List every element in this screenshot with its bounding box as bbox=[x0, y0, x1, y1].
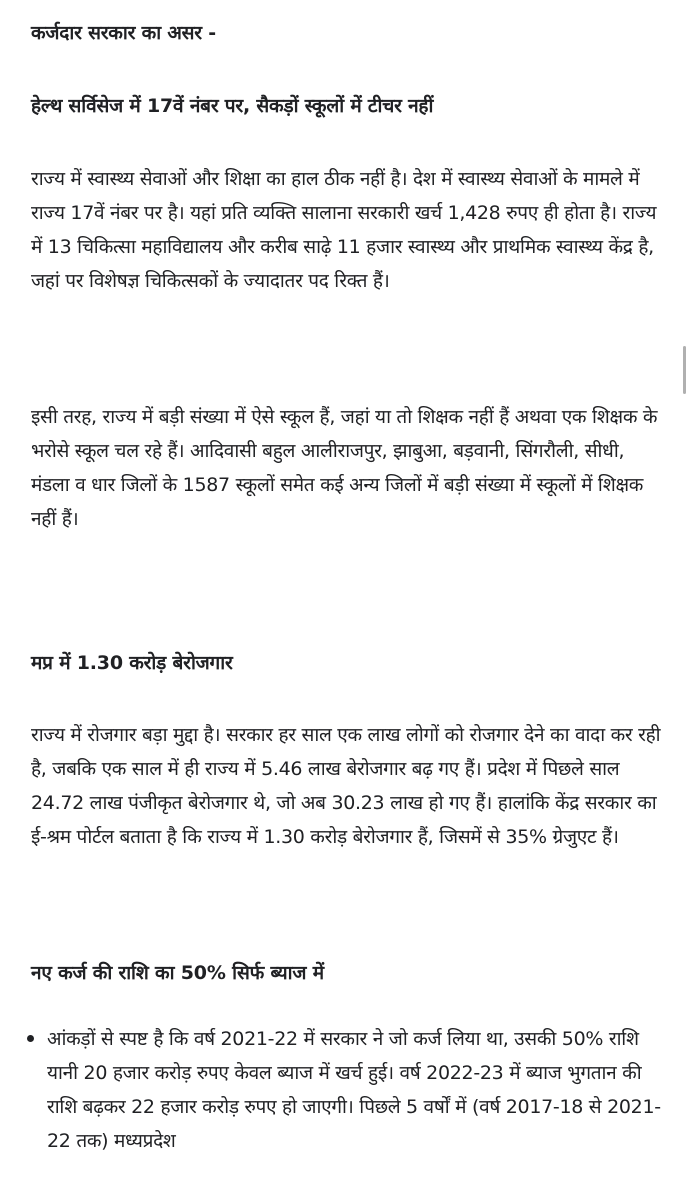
paragraph-health: राज्य में स्वास्थ्य सेवाओं और शिक्षा का हाल ठीक नहीं है। देश में स्वास्थ्य सेवाओं के मामले में राज्य 17वें नंबर पर है। यहां प्रति व्यक्ति सालाना सरकारी खर्च 1,428 रुपए ही होता है। राज्य में 13 चिकित्सा महाविद्यालय और करीब साढ़े 11 हजार स्वास्थ्य और प्राथमिक स्वास्थ्य केंद्र है, जहां पर विशेषज्ञ चिकित्सकों के ज्यादातर पद रिक्त हैं। bbox=[31, 168, 657, 292]
section-heading-unemployment: मप्र में 1.30 करोड़ बेरोजगार bbox=[31, 652, 233, 674]
bullet-icon bbox=[27, 1035, 34, 1042]
paragraph-schools: इसी तरह, राज्य में बड़ी संख्या में ऐसे स्कूल हैं, जहां या तो शिक्षक नहीं हैं अथवा एक शिक्षक के भरोसे स्कूल चल रहे हैं। आदिवासी बहुल आलीराजपुर, झाबुआ, बड़वानी, सिंगरौली, सीधी, मंडला व धार जिलों के 1587 स्कूलों समेत कई अन्य जिलों में बड़ी संख्या में स्कूलों में शिक्षक नहीं हैं। bbox=[31, 406, 658, 530]
bullet-text: आंकड़ों से स्पष्ट है कि वर्ष 2021-22 में सरकार ने जो कर्ज लिया था, उसकी 50% राशि यानी 20 हजार करोड़ रुपए केवल ब्याज में खर्च हुई। वर्ष 2022-23 में ब्याज भुगतान की राशि बढ़कर 22 हजार करोड़ रुपए हो जाएगी। पिछले 5 वर्षों में (वर्ष 2017-18 से 2021-22 तक) मध्यप्रदेश bbox=[47, 1028, 661, 1152]
section-heading-interest: नए कर्ज की राशि का 50% सिर्फ ब्याज में bbox=[31, 962, 324, 984]
article-title: कर्जदार सरकार का असर - bbox=[31, 22, 216, 44]
paragraph-unemployment: राज्य में रोजगार बड़ा मुद्दा है। सरकार हर साल एक लाख लोगों को रोजगार देने का वादा कर रही है, जबकि एक साल में ही राज्य में 5.46 लाख बेरोजगार बढ़ गए हैं। प्रदेश में पिछले साल 24.72 लाख पंजीकृत बेरोजगार थे, जो अब 30.23 लाख हो गए हैं। हालांकि केंद्र सरकार का ई-श्रम पोर्टल बताता है कि राज्य में 1.30 करोड़ बेरोजगार हैं, जिसमें से 35% ग्रेजुएट हैं। bbox=[31, 724, 661, 848]
list-item bbox=[23, 1022, 663, 1158]
bullet-list bbox=[23, 1022, 663, 1158]
scrollbar-thumb[interactable] bbox=[683, 346, 686, 394]
section-heading-health: हेल्थ सर्विसेज में 17वें नंबर पर, सैकड़ों स्कूलों में टीचर नहीं bbox=[31, 95, 434, 117]
